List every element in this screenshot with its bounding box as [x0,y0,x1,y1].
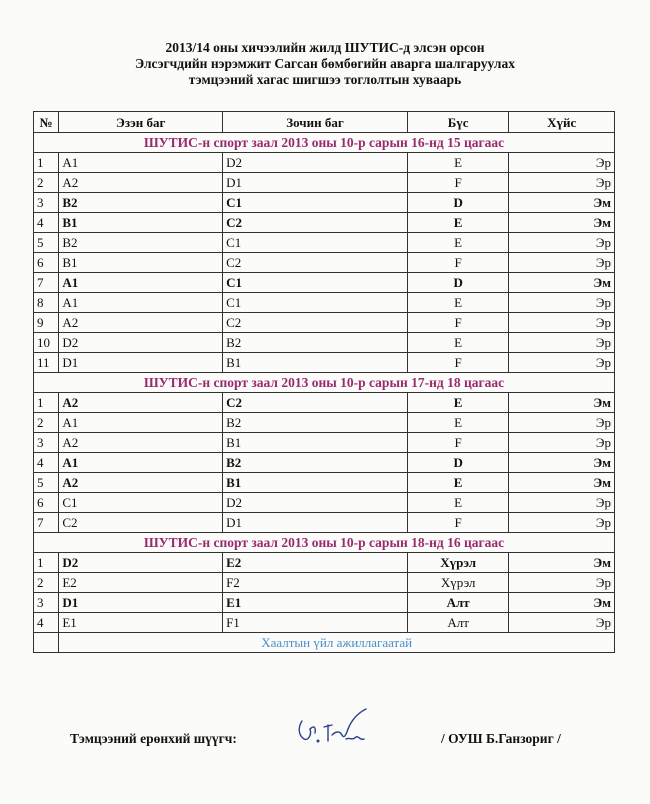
table-row [34,553,615,573]
schedule-table [33,111,615,653]
session-heading-row [34,133,615,153]
table-row [34,393,615,413]
gender-cell: Эр [509,233,615,253]
match-number: 4 [34,453,59,473]
table-row [34,233,615,253]
table-row [34,573,615,593]
away-team-cell: E2 [223,553,408,573]
match-number: 7 [34,273,59,293]
match-number: 1 [34,553,59,573]
gender-cell: Эр [509,493,615,513]
header-away-team: Зочин баг [223,112,408,133]
gender-cell: Эр [509,153,615,173]
stage-cell: D [407,193,508,213]
gender-cell: Эр [509,333,615,353]
match-number: 4 [34,213,59,233]
match-number: 11 [34,353,59,373]
match-number: 7 [34,513,59,533]
away-team-cell: F2 [223,573,408,593]
session-heading-row [34,533,615,553]
stage-cell: E [407,213,508,233]
home-team-cell: E1 [59,613,223,633]
home-team-cell: A1 [59,153,223,173]
gender-cell: Эр [509,433,615,453]
table-row [34,413,615,433]
gender-cell: Эр [509,293,615,313]
away-team-cell: C1 [223,273,408,293]
table-row [34,333,615,353]
gender-cell: Эр [509,173,615,193]
gender-cell: Эм [509,213,615,233]
session-heading-row [34,373,615,393]
match-number: 5 [34,473,59,493]
away-team-cell: E1 [223,593,408,613]
schedule-body [34,133,615,653]
table-row [34,173,615,193]
home-team-cell: B1 [59,253,223,273]
gender-cell: Эр [509,353,615,373]
home-team-cell: D2 [59,553,223,573]
stage-cell: D [407,273,508,293]
stage-cell: E [407,493,508,513]
away-team-cell: C1 [223,233,408,253]
home-team-cell: A1 [59,453,223,473]
table-row [34,613,615,633]
stage-cell: F [407,353,508,373]
match-number: 1 [34,393,59,413]
closing-row [34,633,615,653]
gender-cell: Эм [509,193,615,213]
match-number: 3 [34,433,59,453]
title-line-3: тэмцээний хагас шигшээ тоглолтын хуваарь [188,72,462,87]
table-row [34,313,615,333]
stage-cell: Алт [407,613,508,633]
session-heading: ШУТИС-н спорт заал 2013 оны 10-р сарын 18-нд 16 цагаас [34,533,615,553]
header-gender: Хүйс [509,112,615,133]
match-number: 2 [34,413,59,433]
title-line-2: Элсэгчдийн нэрэмжит Сагсан бөмбөгийн аварга шалгаруулах [135,56,515,71]
title-line-1: 2013/14 оны хичээлийн жилд ШУТИС-д элсэн орсон [165,40,485,55]
gender-cell: Эр [509,413,615,433]
home-team-cell: A2 [59,393,223,413]
table-row [34,273,615,293]
table-row [34,493,615,513]
stage-cell: E [407,393,508,413]
referee-signature [288,705,388,753]
gender-cell: Эр [509,573,615,593]
stage-cell: F [407,173,508,193]
closing-blank-cell [34,633,59,653]
away-team-cell: C2 [223,213,408,233]
match-number: 6 [34,493,59,513]
away-team-cell: D2 [223,153,408,173]
chief-referee-label: Тэмцээний ерөнхий шүүгч: [70,731,237,746]
away-team-cell: C2 [223,253,408,273]
home-team-cell: C1 [59,493,223,513]
home-team-cell: E2 [59,573,223,593]
document-title [0,40,650,88]
gender-cell: Эм [509,453,615,473]
away-team-cell: C1 [223,193,408,213]
gender-cell: Эр [509,513,615,533]
table-row [34,473,615,493]
stage-cell: F [407,253,508,273]
home-team-cell: B2 [59,193,223,213]
away-team-cell: C1 [223,293,408,313]
gender-cell: Эр [509,313,615,333]
home-team-cell: D2 [59,333,223,353]
home-team-cell: D1 [59,353,223,373]
gender-cell: Эм [509,553,615,573]
match-number: 3 [34,193,59,213]
away-team-cell: B1 [223,433,408,453]
closing-ceremony-note: Хаалтын үйл ажиллагаатай [59,633,615,653]
table-row [34,193,615,213]
session-heading: ШУТИС-н спорт заал 2013 оны 10-р сарын 17-нд 18 цагаас [34,373,615,393]
away-team-cell: D1 [223,513,408,533]
stage-cell: F [407,513,508,533]
away-team-cell: F1 [223,613,408,633]
table-row [34,433,615,453]
home-team-cell: A2 [59,173,223,193]
match-number: 6 [34,253,59,273]
away-team-cell: B2 [223,333,408,353]
away-team-cell: C2 [223,313,408,333]
stage-cell: E [407,293,508,313]
away-team-cell: B2 [223,453,408,473]
table-row [34,353,615,373]
gender-cell: Эм [509,273,615,293]
session-heading: ШУТИС-н спорт заал 2013 оны 10-р сарын 16-нд 15 цагаас [34,133,615,153]
home-team-cell: D1 [59,593,223,613]
header-number: № [34,112,59,133]
away-team-cell: B1 [223,473,408,493]
match-number: 2 [34,173,59,193]
match-number: 5 [34,233,59,253]
header-stage: Бүс [407,112,508,133]
table-row [34,453,615,473]
home-team-cell: A2 [59,313,223,333]
gender-cell: Эм [509,473,615,493]
match-number: 3 [34,593,59,613]
home-team-cell: B1 [59,213,223,233]
away-team-cell: D2 [223,493,408,513]
match-number: 9 [34,313,59,333]
gender-cell: Эм [509,393,615,413]
gender-cell: Эм [509,593,615,613]
match-number: 1 [34,153,59,173]
home-team-cell: A1 [59,413,223,433]
stage-cell: Хүрэл [407,573,508,593]
stage-cell: E [407,153,508,173]
match-number: 8 [34,293,59,313]
home-team-cell: A2 [59,433,223,453]
away-team-cell: C2 [223,393,408,413]
match-number: 4 [34,613,59,633]
stage-cell: F [407,433,508,453]
gender-cell: Эр [509,253,615,273]
match-number: 2 [34,573,59,593]
home-team-cell: A1 [59,273,223,293]
match-number: 10 [34,333,59,353]
table-row [34,213,615,233]
table-row [34,293,615,313]
home-team-cell: B2 [59,233,223,253]
home-team-cell: A1 [59,293,223,313]
stage-cell: F [407,313,508,333]
table-row [34,153,615,173]
header-row [34,112,615,133]
header-home-team: Эзэн баг [59,112,223,133]
stage-cell: D [407,453,508,473]
stage-cell: E [407,413,508,433]
stage-cell: E [407,473,508,493]
table-row [34,593,615,613]
stage-cell: Алт [407,593,508,613]
table-row [34,513,615,533]
stage-cell: E [407,333,508,353]
stage-cell: Хүрэл [407,553,508,573]
away-team-cell: B1 [223,353,408,373]
away-team-cell: B2 [223,413,408,433]
gender-cell: Эр [509,613,615,633]
table-row [34,253,615,273]
home-team-cell: A2 [59,473,223,493]
away-team-cell: D1 [223,173,408,193]
stage-cell: E [407,233,508,253]
home-team-cell: C2 [59,513,223,533]
chief-referee-name: / ОУШ Б.Ганзориг / [441,731,561,746]
